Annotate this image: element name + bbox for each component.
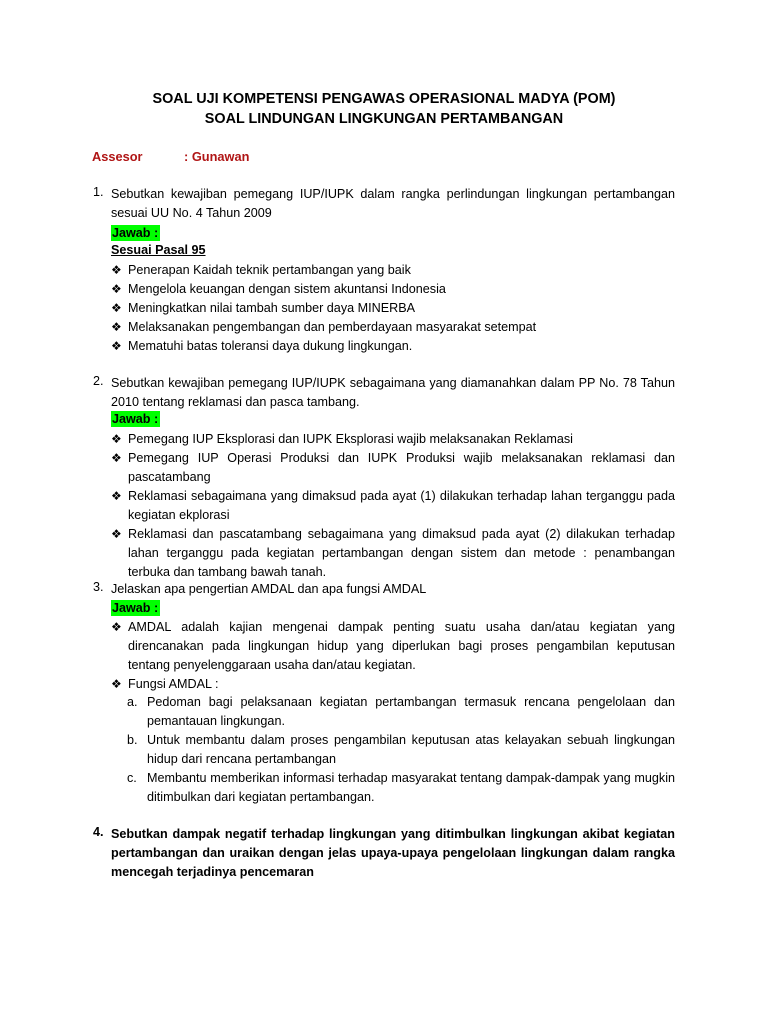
list-item: ❖ Fungsi AMDAL : [111,675,675,694]
answer-label-2: Jawab : [112,412,159,426]
list-item: ❖ Mematuhi batas toleransi daya dukung lingkungan. [111,337,675,356]
diamond-bullet-icon: ❖ [111,301,122,315]
diamond-bullet-icon: ❖ [111,432,122,446]
diamond-bullet-icon: ❖ [111,677,122,691]
question-4-text: Sebutkan dampak negatif terhadap lingkungan yang ditimbulkan lingkungan akibat kegiatan pertambangan dan uraikan dengan jelas upaya-upaya pengelolaan lingkungan dalam rangka mencegah terjadinya pencemaran [111,827,675,879]
list-item: b. Untuk membantu dalam proses pengambilan keputusan atas kelayakan sebuah lingkungan hidup dari rencana pertambangan [127,733,675,766]
list-item: ❖ Penerapan Kaidah teknik pertambangan yang baik [111,261,675,280]
answer-3-sublist [127,693,675,807]
list-item: ❖ Meningkatkan nilai tambah sumber daya MINERBA [111,299,675,318]
assessor-line [92,149,249,164]
diamond-bullet-icon: ❖ [111,320,122,334]
diamond-bullet-icon: ❖ [111,339,122,353]
answer-label-3: Jawab : [112,601,159,615]
question-3-number: 3. [93,580,104,594]
assessor-label: Assesor [92,149,143,164]
answer-3-list [111,618,675,694]
list-item: ❖ AMDAL adalah kajian mengenai dampak penting suatu usaha dan/atau kegiatan yang direncanakan pada lingkungan hidup yang diperlukan bagi proses pengambilan keputusan tentang penyelenggaraan usaha dan/atau kegiatan. [111,620,675,672]
question-1-text: Sebutkan kewajiban pemegang IUP/IUPK dalam rangka perlindungan lingkungan pertambangan sesuai UU No. 4 Tahun 2009 [111,187,675,220]
document-subtitle: SOAL LINDUNGAN LINGKUNGAN PERTAMBANGAN [204,111,564,127]
assessor-name: : Gunawan [184,149,250,164]
question-4-number: 4. [93,825,104,839]
diamond-bullet-icon: ❖ [111,489,122,503]
answer-1-list [111,261,675,356]
list-item: a. Pedoman bagi pelaksanaan kegiatan pertambangan termasuk rencana pengelolaan dan pemantauan lingkungan. [127,695,675,728]
question-1-number: 1. [93,185,104,199]
diamond-bullet-icon: ❖ [111,282,122,296]
answer-label-1: Jawab : [112,226,159,240]
diamond-bullet-icon: ❖ [111,620,122,634]
document-title: SOAL UJI KOMPETENSI PENGAWAS OPERASIONAL MADYA (POM) [152,91,616,107]
diamond-bullet-icon: ❖ [111,263,122,277]
diamond-bullet-icon: ❖ [111,451,122,465]
answer-1-subheading: Sesuai Pasal 95 [111,243,206,257]
list-item: ❖ Melaksanakan pengembangan dan pemberdayaan masyarakat setempat [111,318,675,337]
list-item: ❖ Mengelola keuangan dengan sistem akuntansi Indonesia [111,280,675,299]
list-item: c. Membantu memberikan informasi terhadap masyarakat tentang dampak-dampak yang mugkin ditimbulkan dari kegiatan pertambangan. [127,771,675,804]
question-2-number: 2. [93,374,104,388]
list-item: ❖ Reklamasi sebagaimana yang dimaksud pada ayat (1) dilakukan terhadap lahan terganggu pada kegiatan ekplorasi [111,489,675,522]
answer-2-list [111,430,675,582]
list-item: ❖ Pemegang IUP Operasi Produksi dan IUPK Produksi wajib melaksanakan reklamasi dan pascatambang [111,451,675,484]
list-item: ❖ Pemegang IUP Eksplorasi dan IUPK Eksplorasi wajib melaksanakan Reklamasi [111,430,675,449]
list-item: ❖ Reklamasi dan pascatambang sebagaimana yang dimaksud pada ayat (2) dilakukan terhadap lahan terganggu pada kegiatan pertambangan dengan sistem dan metode : penambangan terbuka dan tambang bawah tanah. [111,527,675,579]
question-2-text: Sebutkan kewajiban pemegang IUP/IUPK sebagaimana yang diamanahkan dalam PP No. 78 Tahun 2010 tentang reklamasi dan pasca tambang. [111,376,675,409]
question-3-text: Jelaskan apa pengertian AMDAL dan apa fungsi AMDAL [111,582,427,596]
diamond-bullet-icon: ❖ [111,527,122,541]
